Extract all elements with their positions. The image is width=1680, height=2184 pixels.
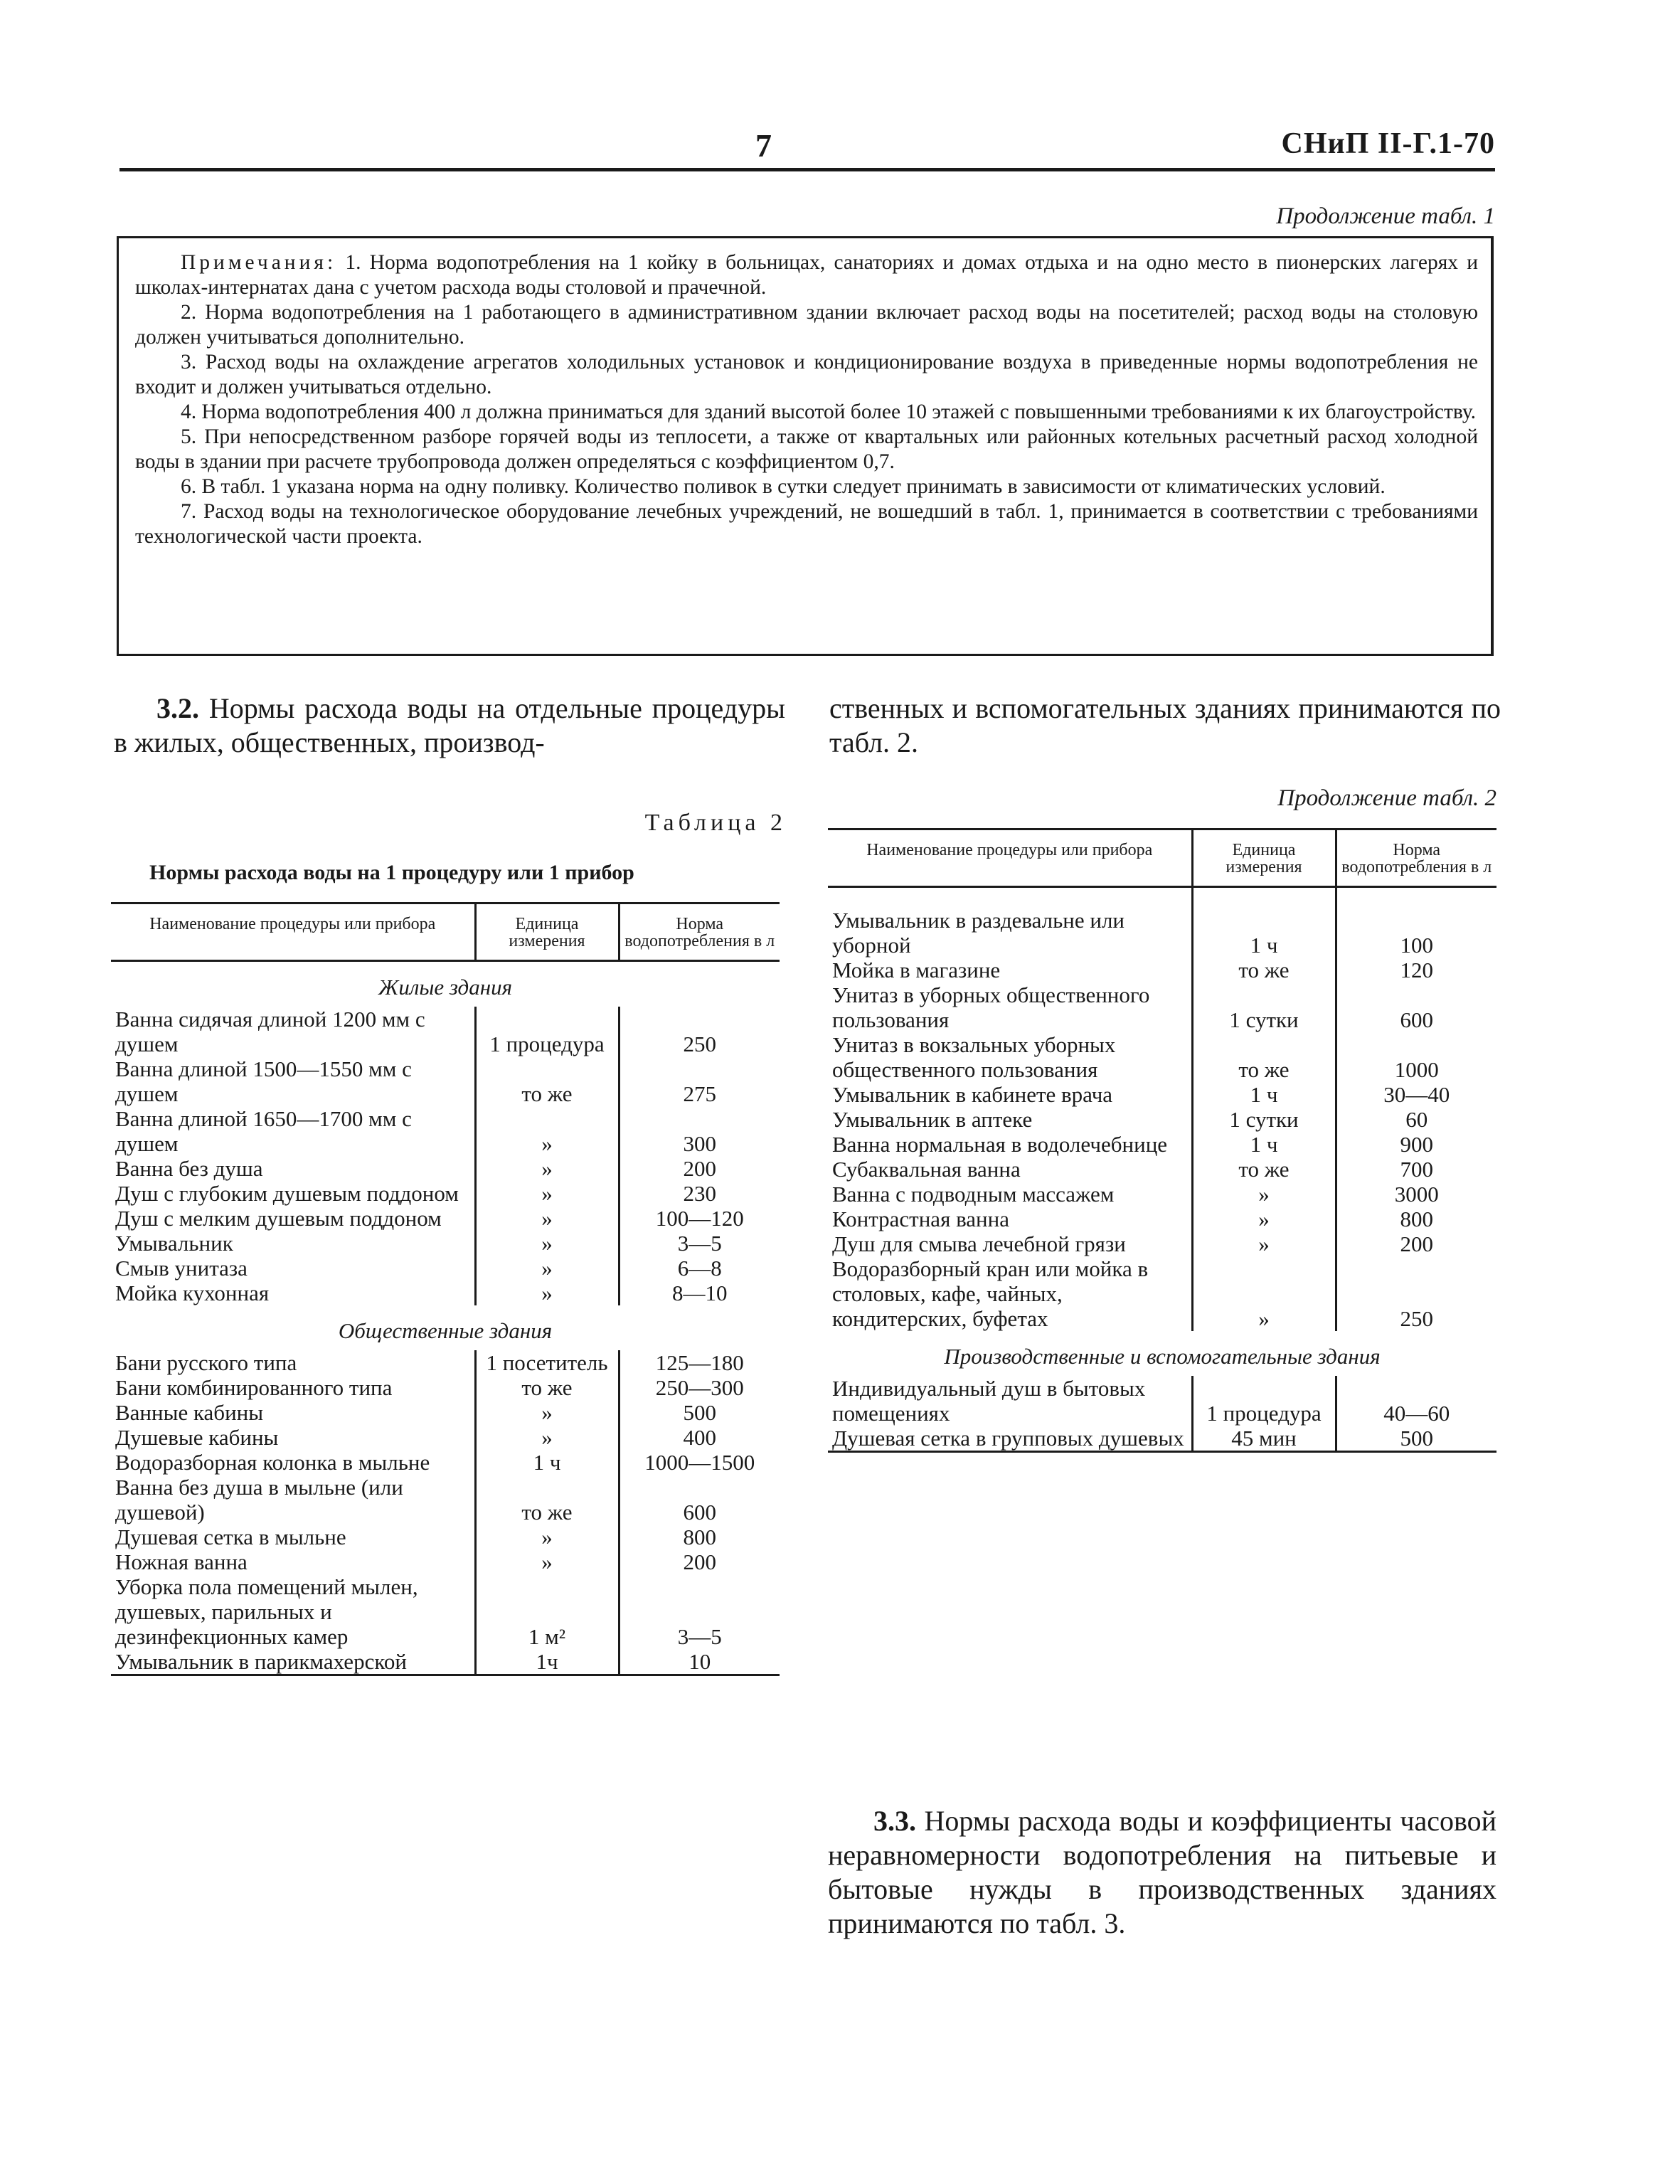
norm-value: 1000—1500 (619, 1450, 780, 1475)
norm-value: 6—8 (619, 1256, 780, 1281)
norm-value: 40—60 (1336, 1376, 1496, 1426)
table-row (828, 1376, 1496, 1426)
norm-value: 30—40 (1336, 1082, 1496, 1107)
unit-cell: » (1192, 1256, 1336, 1331)
procedure-name: Водоразборный кран или мойка в столовых, кафе, чайных, кондитерских, буфетах (832, 1256, 1149, 1331)
procedure-name: Ванна длиной 1650—1700 мм с душем (115, 1106, 412, 1156)
table-row (828, 1182, 1496, 1207)
table2-caption: Таблица 2 (644, 810, 787, 836)
table-row (111, 1425, 780, 1450)
procedure-name: Бани русского типа (115, 1350, 297, 1375)
unit-cell: то же (475, 1056, 619, 1106)
unit-cell: » (1192, 1207, 1336, 1231)
table-row (828, 1132, 1496, 1157)
table-row (828, 1107, 1496, 1132)
procedure-name: Водоразборная колонка в мыльне (115, 1450, 430, 1475)
table-row (111, 1350, 780, 1375)
table-section-heading (828, 1331, 1496, 1376)
unit-cell: то же (1192, 958, 1336, 982)
norm-value: 8—10 (619, 1281, 780, 1305)
unit-cell: 1ч (475, 1649, 619, 1675)
norm-value: 500 (619, 1400, 780, 1425)
norm-value: 800 (619, 1525, 780, 1549)
unit-cell: » (475, 1156, 619, 1181)
note-7: 7. Расход воды на технологическое оборудование лечебных учреждений, не вошедший в табл. 1, принимается в соответствии с требованиями технологической части проекта. (135, 500, 1478, 548)
norm-value: 200 (619, 1549, 780, 1574)
unit-cell: 1 ч (475, 1450, 619, 1475)
table-row (111, 1549, 780, 1574)
section-title: Жилые здания (378, 975, 513, 1000)
table-row (111, 1649, 780, 1675)
norm-value: 300 (619, 1106, 780, 1156)
procedure-name: Ножная ванна (115, 1549, 248, 1574)
note-2: 2. Норма водопотребления на 1 работающего в административном здании включает расход воды на посетителей; расход воды на столовую должен учитываться дополнительно. (135, 301, 1478, 349)
unit-cell: то же (475, 1375, 619, 1400)
table-row (828, 1207, 1496, 1231)
procedure-name: Умывальник (115, 1231, 233, 1256)
procedure-name: Умывальник в раздевальне или уборной (832, 908, 1125, 958)
table2-left (111, 902, 780, 1676)
section-title: Общественные здания (338, 1318, 553, 1343)
unit-cell: то же (1192, 1157, 1336, 1182)
procedure-name: Умывальник в парикмахерской (111, 1649, 475, 1675)
procedure-name: Индивидуальный душ в бытовых помещениях (832, 1376, 1146, 1426)
table-row (111, 1181, 780, 1206)
procedure-name: Ванна с подводным массажем (832, 1182, 1115, 1207)
unit-cell: 1 ч (1192, 908, 1336, 958)
norm-value: 200 (1336, 1231, 1496, 1256)
table-row (111, 1056, 780, 1106)
unit-cell: » (1192, 1231, 1336, 1256)
note-1: Примечания: 1. Норма водопотребления на 1 койку в больницах, санаториях и домах отдыха и на одно место в пионерских лагерях и школах-интернатах дана с учетом расхода воды столовой и прачечной. (135, 251, 1478, 299)
table-row (111, 1231, 780, 1256)
unit-cell: 1 процедура (1192, 1376, 1336, 1426)
note-5: 5. При непосредственном разборе горячей воды из теплосети, а также от квартальных или районных котельных расчетный расход холодной воды в здании при расчете трубопровода должен определяться с коэффициентом 0,7. (135, 425, 1478, 473)
norm-value: 800 (1336, 1207, 1496, 1231)
norm-value: 125—180 (619, 1350, 780, 1375)
table-row (828, 982, 1496, 1032)
procedure-name: Ванные кабины (115, 1400, 264, 1425)
table-row (111, 1574, 780, 1649)
procedure-name: Ванна без душа (115, 1156, 263, 1181)
unit-cell: 1 сутки (1192, 1107, 1336, 1132)
table1-continuation-label: Продолжение табл. 1 (1276, 203, 1495, 229)
table-row (111, 1400, 780, 1425)
unit-cell: то же (1192, 1032, 1336, 1082)
section-3-3: 3.3. Нормы расхода воды и коэффициенты часовой неравномерности водопотребления на питьевые и бытовые нужды в производственных зданиях принимаются по табл. 3. (828, 1805, 1497, 1939)
section-3-3-number: 3.3. (873, 1805, 916, 1837)
procedure-name: Душ для смыва лечебной грязи (832, 1231, 1126, 1256)
norm-value: 1000 (1336, 1032, 1496, 1082)
procedure-name: Мойка в магазине (832, 958, 1001, 982)
table-row (828, 908, 1496, 958)
table-row (828, 1032, 1496, 1082)
table-spacer (828, 887, 1496, 908)
procedure-name: Унитаз в вокзальных уборных общественного пользования (832, 1032, 1116, 1082)
norm-value: 100 (1336, 908, 1496, 958)
procedure-name: Умывальник в аптеке (832, 1107, 1033, 1132)
unit-cell: » (475, 1549, 619, 1574)
norm-value: 100—120 (619, 1206, 780, 1231)
unit-cell: » (475, 1525, 619, 1549)
table-row (111, 1475, 780, 1525)
procedure-name: Душевые кабины (115, 1425, 279, 1450)
table-row (828, 1426, 1496, 1452)
norm-value: 400 (619, 1425, 780, 1450)
table-row (828, 1082, 1496, 1107)
norm-value: 120 (1336, 958, 1496, 982)
norm-value: 900 (1336, 1132, 1496, 1157)
header-value: Норма водопотребления в л (619, 903, 780, 961)
header-name: Наименование процедуры или прибора (111, 903, 475, 961)
unit-cell: 1 посетитель (475, 1350, 619, 1375)
table-row (111, 1106, 780, 1156)
norm-value: 600 (1336, 982, 1496, 1032)
table-row (111, 1450, 780, 1475)
table-row (111, 1525, 780, 1549)
procedure-name: Бани комбинированного типа (115, 1375, 393, 1400)
table-section-heading (111, 1305, 780, 1350)
unit-cell: » (475, 1231, 619, 1256)
table-row (111, 1375, 780, 1400)
unit-cell: » (475, 1256, 619, 1281)
note-6: 6. В табл. 1 указана норма на одну поливку. Количество поливок в сутки следует принимать в зависимости от климатических условий. (181, 475, 1386, 498)
unit-cell: » (475, 1281, 619, 1305)
unit-cell: 1 сутки (1192, 982, 1336, 1032)
norm-value: 700 (1336, 1157, 1496, 1182)
unit-cell: » (1192, 1182, 1336, 1207)
procedure-name: Ванна нормальная в водолечебнице (832, 1132, 1168, 1157)
procedure-name: Умывальник в кабинете врача (832, 1082, 1113, 1107)
procedure-name: Смыв унитаза (115, 1256, 248, 1281)
document-code: СНиП II-Г.1-70 (1281, 127, 1495, 160)
procedure-name: Ванна сидячая длиной 1200 мм с душем (115, 1007, 425, 1056)
norm-value: 3—5 (619, 1231, 780, 1256)
norm-value: 600 (619, 1475, 780, 1525)
table-row (828, 1231, 1496, 1256)
table-row (828, 958, 1496, 982)
header-value: Норма водопотребления в л (1336, 829, 1496, 887)
table-section-heading (111, 961, 780, 1007)
procedure-name: Ванна без душа в мыльне (или душевой) (115, 1475, 403, 1525)
procedure-name: Субаквальная ванна (832, 1157, 1021, 1182)
notes (135, 250, 1478, 549)
table-row (828, 1157, 1496, 1182)
unit-cell: » (475, 1425, 619, 1450)
section-3-2-right: ственных и вспомогательных зданиях принимаются по табл. 2. (829, 692, 1501, 758)
section-title: Производственные и вспомогательные здания (944, 1344, 1381, 1369)
unit-cell: » (475, 1106, 619, 1156)
section-3-2-number: 3.2. (156, 692, 199, 724)
note-3: 3. Расход воды на охлаждение агрегатов холодильных установок и кондиционирование воздуха в приведенные нормы водопотребления не входит и должен учитываться отдельно. (135, 351, 1478, 398)
header-rule (119, 168, 1495, 171)
procedure-name: Унитаз в уборных общественного пользования (832, 982, 1150, 1032)
procedure-name: Душевая сетка в мыльне (115, 1525, 346, 1549)
unit-cell: 1 ч (1192, 1082, 1336, 1107)
norm-value: 250—300 (619, 1375, 780, 1400)
procedure-name: Уборка пола помещений мылен, душевых, парильных и дезинфекционных камер (115, 1574, 418, 1649)
table-row (111, 1156, 780, 1181)
norm-value: 3—5 (619, 1574, 780, 1649)
procedure-name: Душ с глубоким душевым поддоном (115, 1181, 459, 1206)
table2-continuation-label: Продолжение табл. 2 (1277, 785, 1496, 811)
header-unit: Единица измерения (1192, 829, 1336, 887)
unit-cell: 1 ч (1192, 1132, 1336, 1157)
section-3-2-left: 3.2. Нормы расхода воды на отдельные процедуры в жилых, общественных, производ- (114, 692, 785, 758)
procedure-name: Ванна длиной 1500—1550 мм с душем (115, 1056, 412, 1106)
norm-value: 230 (619, 1181, 780, 1206)
table2-title: Нормы расхода воды на 1 процедуру или 1 прибор (149, 861, 634, 884)
norm-value: 60 (1336, 1107, 1496, 1132)
unit-cell: 1 процедура (475, 1007, 619, 1056)
table-row (828, 1256, 1496, 1331)
table-row (111, 1281, 780, 1305)
header-unit: Единица измерения (475, 903, 619, 961)
procedure-name: Контрастная ванна (832, 1207, 1009, 1231)
norm-value: 250 (619, 1007, 780, 1056)
table-row (111, 1007, 780, 1056)
notes-intro: Примечания: (181, 251, 337, 274)
procedure-name: Душевая сетка в групповых душевых (828, 1426, 1192, 1452)
unit-cell: то же (475, 1475, 619, 1525)
norm-value: 500 (1336, 1426, 1496, 1452)
norm-value: 250 (1336, 1256, 1496, 1331)
norm-value: 275 (619, 1056, 780, 1106)
unit-cell: 1 м² (475, 1574, 619, 1649)
unit-cell: 45 мин (1192, 1426, 1336, 1452)
norm-value: 10 (619, 1649, 780, 1675)
procedure-name: Мойка кухонная (115, 1281, 270, 1305)
procedure-name: Душ с мелким душевым поддоном (115, 1206, 442, 1231)
norm-value: 200 (619, 1156, 780, 1181)
note-4: 4. Норма водопотребления 400 л должна приниматься для зданий высотой более 10 этажей с повышенными требованиями к их благоустройству. (181, 401, 1477, 423)
unit-cell: » (475, 1181, 619, 1206)
page-number: 7 (755, 127, 772, 164)
norm-value: 3000 (1336, 1182, 1496, 1207)
table2-right (828, 828, 1496, 1453)
table-row (111, 1256, 780, 1281)
header-name: Наименование процедуры или прибора (828, 829, 1192, 887)
table-row (111, 1206, 780, 1231)
unit-cell: » (475, 1400, 619, 1425)
unit-cell: » (475, 1206, 619, 1231)
